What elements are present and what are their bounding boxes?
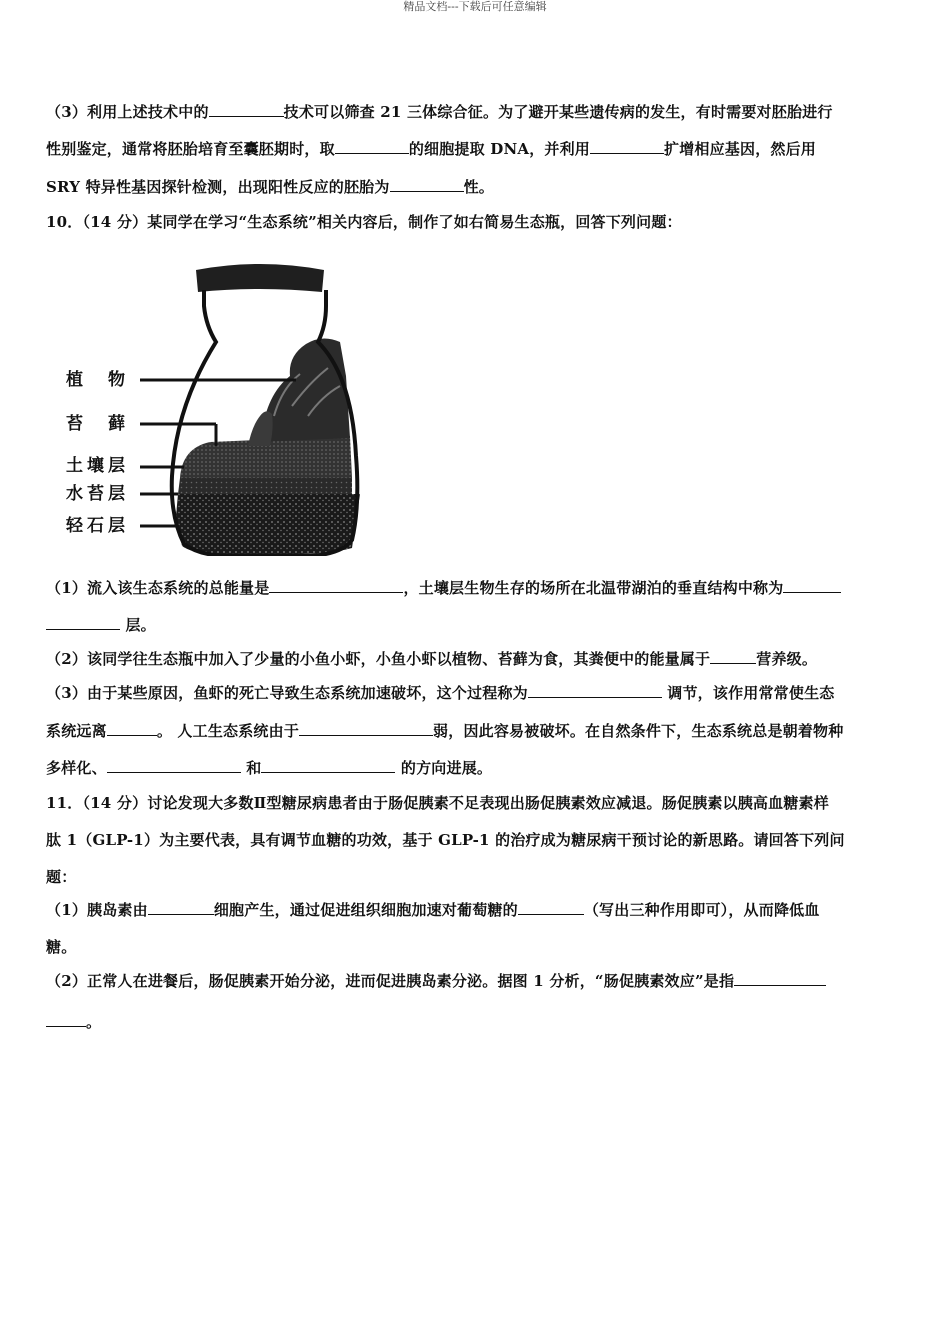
q10-3-text: 系统远离 — [46, 722, 107, 740]
page-header: 精品文档---下载后可任意编辑 — [403, 0, 547, 13]
bottle-cap — [196, 264, 324, 292]
answer-blank[interactable] — [46, 615, 120, 630]
q10-3-text: 弱，因此容易被破坏。在自然条件下，生态系统总是朝着物种 — [433, 722, 844, 740]
q9-3-text: SRY 特异性基因探针检测，出现阳性反应的胚胎为 — [46, 178, 390, 196]
q11-1-line2: 糖。 — [46, 938, 77, 956]
q10-1-text: （1）流入该生态系统的总能量是 — [46, 579, 270, 597]
bottle-contents — [176, 338, 360, 554]
q10-3-text: 和 — [246, 759, 262, 777]
q10-2-text: 营养级。 — [756, 650, 818, 668]
q11-2-text: 。 — [86, 1013, 102, 1031]
q10-1-line2 — [46, 615, 910, 635]
q10-stem: 10．（14 分）某同学在学习“生态系统”相关内容后，制作了如右简易生态瓶，回答下列问题： — [46, 213, 682, 231]
q9-3-text: 扩增相应基因，然后用 — [664, 140, 817, 158]
q10-2-line — [46, 649, 910, 669]
q9-3-line3 — [46, 177, 910, 197]
q11-2-line2 — [46, 1012, 910, 1032]
q11-1-text: 细胞产生，通过促进组织细胞加速对葡萄糖的 — [213, 901, 518, 919]
ecobottle-figure — [60, 256, 360, 556]
answer-blank[interactable] — [590, 139, 664, 154]
q9-3-text: 性。 — [463, 178, 494, 196]
q11-1-text: （写出三种作用即可），从而降低血 — [583, 901, 820, 919]
label-moss: 苔 藓 — [66, 414, 129, 434]
label-plant: 植 物 — [66, 370, 129, 390]
q11-stem-line2: 肽 1（GLP-1）为主要代表，具有调节血糖的功效，基于 GLP-1 的治疗成为糖尿病干预讨论的新思路。请回答下列问 — [46, 831, 845, 849]
answer-blank[interactable] — [299, 721, 433, 736]
answer-blank[interactable] — [528, 683, 662, 698]
answer-blank[interactable] — [335, 139, 409, 154]
q10-3-line2 — [46, 721, 910, 741]
answer-blank[interactable] — [710, 649, 756, 664]
q10-3-line3 — [46, 758, 910, 778]
q10-1-text: ，土壤层生物生存的场所在北温带湖泊的垂直结构中称为 — [403, 579, 784, 597]
q11-2-line1 — [46, 971, 910, 991]
q11-stem-line1: 11．（14 分）讨论发现大多数Ⅱ型糖尿病患者由于肠促胰素不足表现出肠促胰素效应减退。肠促胰素以胰高血糖素样 — [46, 794, 829, 812]
answer-blank[interactable] — [390, 177, 464, 192]
q10-3-text: 调节，该作用常常使生态 — [667, 684, 835, 702]
answer-blank[interactable] — [261, 758, 395, 773]
q11-1-text: （1）胰岛素由 — [46, 901, 148, 919]
q9-3-line2 — [46, 139, 910, 159]
q10-3-text: （3）由于某些原因，鱼虾的死亡导致生态系统加速破坏，这个过程称为 — [46, 684, 528, 702]
answer-blank[interactable] — [518, 900, 584, 915]
q11-2-text: （2）正常人在进餐后，肠促胰素开始分泌，进而促进胰岛素分泌。据图 1 分析，“肠促胰素效应”是指 — [46, 972, 735, 990]
label-pumice-layer: 轻石层 — [66, 516, 129, 536]
answer-blank[interactable] — [734, 971, 826, 986]
answer-blank[interactable] — [269, 578, 403, 593]
q11-1-line1 — [46, 900, 910, 920]
ecobottle-illustration — [60, 256, 360, 556]
answer-blank[interactable] — [783, 578, 841, 593]
label-soil-layer: 土壤层 — [66, 456, 129, 476]
q10-1-line1 — [46, 578, 910, 598]
q10-3-text: 的方向进展。 — [400, 759, 493, 777]
q10-3-line1 — [46, 683, 910, 703]
q9-3-text: 性别鉴定，通常将胚胎培育至囊胚期时，取 — [46, 140, 335, 158]
q9-3-text: （3）利用上述技术中的 — [46, 103, 209, 121]
answer-blank[interactable] — [148, 900, 214, 915]
answer-blank[interactable] — [46, 1012, 86, 1027]
label-sphagnum-layer: 水苔层 — [66, 484, 129, 504]
q10-3-text: 。 人工生态系统由于 — [156, 722, 300, 740]
q9-3-text: 技术可以筛查 21 三体综合征。为了避开某些遗传病的发生，有时需要对胚胎进行 — [283, 103, 833, 121]
q10-3-text: 多样化、 — [46, 759, 107, 777]
q11-stem-line3: 题： — [46, 868, 77, 886]
q9-3-line1 — [46, 102, 910, 122]
answer-blank[interactable] — [107, 758, 241, 773]
q10-2-text: （2）该同学往生态瓶中加入了少量的小鱼小虾，小鱼小虾以植物、苔藓为食，其粪便中的能量属于 — [46, 650, 711, 668]
answer-blank[interactable] — [107, 721, 157, 736]
q10-1-text: 层。 — [125, 616, 156, 634]
q9-3-text: 的细胞提取 DNA，并利用 — [408, 140, 590, 158]
answer-blank[interactable] — [209, 102, 284, 117]
